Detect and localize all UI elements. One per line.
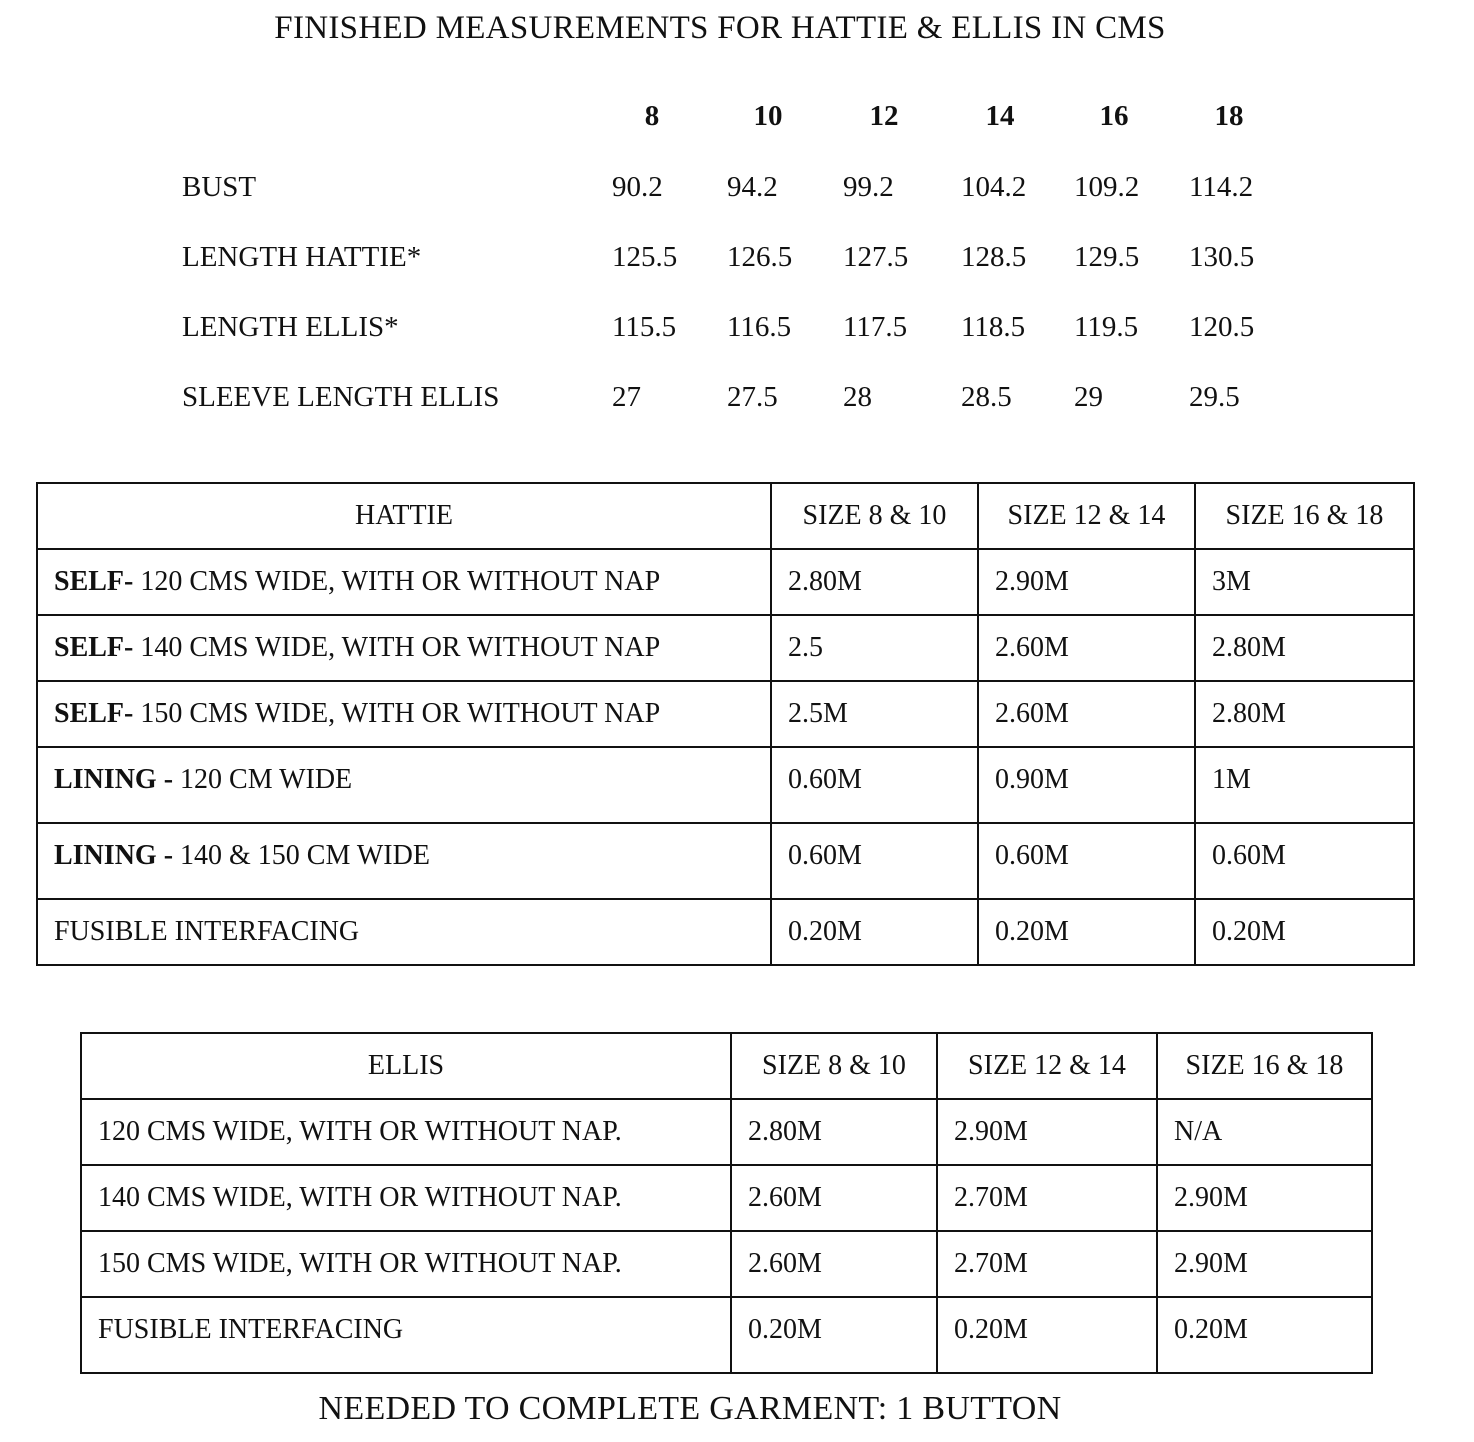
- table-header-cell: HATTIE: [37, 483, 771, 549]
- measurement-value: 28.5: [961, 381, 1012, 413]
- measurement-value: 116.5: [727, 311, 792, 343]
- measurement-value: 115.5: [612, 311, 677, 343]
- table-cell: 1M: [1195, 747, 1414, 823]
- table-cell: 2.60M: [731, 1231, 937, 1297]
- table-header-cell: SIZE 8 & 10: [731, 1033, 937, 1099]
- size-header-12: 12: [869, 100, 899, 132]
- table-row: [37, 823, 1414, 899]
- table-cell: 0.60M: [978, 823, 1195, 899]
- label-bold: LINING -: [54, 840, 174, 871]
- table-cell: 0.60M: [1195, 823, 1414, 899]
- table-cell: 2.70M: [937, 1165, 1157, 1231]
- measurement-label: LENGTH ELLIS*: [182, 311, 399, 343]
- measurement-label: SLEEVE LENGTH ELLIS: [182, 381, 500, 413]
- hattie-fabric-table: [36, 482, 1415, 966]
- table-cell: 2.80M: [1195, 681, 1414, 747]
- table-cell: 2.60M: [731, 1165, 937, 1231]
- measurement-value: 125.5: [612, 241, 678, 273]
- label-text: 150 CMS WIDE, WITH OR WITHOUT NAP: [133, 698, 661, 729]
- measurement-value: 118.5: [961, 311, 1026, 343]
- table-cell: 2.90M: [978, 549, 1195, 615]
- label-text: 140 CMS WIDE, WITH OR WITHOUT NAP: [133, 632, 661, 663]
- table-cell: 2.60M: [978, 681, 1195, 747]
- table-cell: 2.80M: [1195, 615, 1414, 681]
- label-text: 140 & 150 CM WIDE: [173, 840, 430, 871]
- table-row-label: [37, 823, 771, 899]
- table-cell: 2.80M: [771, 549, 978, 615]
- table-cell: 0.20M: [771, 899, 978, 965]
- table-row-label: [37, 747, 771, 823]
- table-row-label: [37, 681, 771, 747]
- table-cell: 2.90M: [1157, 1231, 1372, 1297]
- table-header-cell: SIZE 12 & 14: [978, 483, 1195, 549]
- page-title: FINISHED MEASUREMENTS FOR HATTIE & ELLIS IN CMS: [274, 10, 1166, 46]
- table-row: [81, 1165, 1372, 1231]
- table-row-label: 150 CMS WIDE, WITH OR WITHOUT NAP.: [81, 1231, 731, 1297]
- measurements-grid: [0, 0, 1474, 440]
- label-bold: SELF-: [54, 632, 134, 663]
- table-cell: 2.90M: [1157, 1165, 1372, 1231]
- table-cell: 0.20M: [978, 899, 1195, 965]
- measurement-label: BUST: [182, 171, 257, 203]
- table-header-cell: SIZE 8 & 10: [771, 483, 978, 549]
- table-header-row: [37, 483, 1414, 549]
- table-header-cell: SIZE 16 & 18: [1157, 1033, 1372, 1099]
- table-cell: 0.60M: [771, 747, 978, 823]
- table-cell: 2.80M: [731, 1099, 937, 1165]
- measurement-value: 28: [843, 381, 872, 413]
- table-row-label: [37, 549, 771, 615]
- table-row: [37, 681, 1414, 747]
- table-cell: 2.5M: [771, 681, 978, 747]
- table-cell: 2.60M: [978, 615, 1195, 681]
- measurement-value: 129.5: [1074, 241, 1140, 273]
- measurement-value: 27.5: [727, 381, 778, 413]
- table-cell: 0.90M: [978, 747, 1195, 823]
- table-cell: 2.5: [771, 615, 978, 681]
- size-header-16: 16: [1099, 100, 1129, 132]
- table-header-row: [81, 1033, 1372, 1099]
- table-row: [81, 1297, 1372, 1373]
- label-text: 120 CM WIDE: [173, 764, 353, 795]
- label-text: 120 CMS WIDE, WITH OR WITHOUT NAP: [133, 566, 661, 597]
- table-row: [37, 549, 1414, 615]
- size-header-18: 18: [1214, 100, 1244, 132]
- measurement-value: 109.2: [1074, 171, 1140, 203]
- measurement-value: 128.5: [961, 241, 1027, 273]
- measurement-value: 27: [612, 381, 641, 413]
- table-cell: 0.20M: [731, 1297, 937, 1373]
- table-row: [37, 899, 1414, 965]
- table-row-label: [37, 615, 771, 681]
- measurement-value: 94.2: [727, 171, 778, 203]
- table-cell: 3M: [1195, 549, 1414, 615]
- label-bold: SELF-: [54, 566, 134, 597]
- table-row: [37, 615, 1414, 681]
- table-cell: 2.90M: [937, 1099, 1157, 1165]
- table-cell: 0.20M: [1195, 899, 1414, 965]
- size-header-10: 10: [753, 100, 783, 132]
- table-row: [81, 1231, 1372, 1297]
- label-bold: LINING -: [54, 764, 174, 795]
- ellis-fabric-table: [80, 1032, 1373, 1374]
- measurement-value: 120.5: [1189, 311, 1255, 343]
- size-header-14: 14: [985, 100, 1015, 132]
- table-header-cell: SIZE 12 & 14: [937, 1033, 1157, 1099]
- table-row-label: FUSIBLE INTERFACING: [81, 1297, 731, 1373]
- measurement-value: 127.5: [843, 241, 909, 273]
- table-cell: 0.20M: [937, 1297, 1157, 1373]
- table-cell: N/A: [1157, 1099, 1372, 1165]
- measurement-value: 104.2: [961, 171, 1027, 203]
- table-row-label: 120 CMS WIDE, WITH OR WITHOUT NAP.: [81, 1099, 731, 1165]
- table-header-cell: SIZE 16 & 18: [1195, 483, 1414, 549]
- table-cell: 2.70M: [937, 1231, 1157, 1297]
- size-header-8: 8: [644, 100, 660, 132]
- footer-note: NEEDED TO COMPLETE GARMENT: 1 BUTTON: [318, 1390, 1062, 1427]
- table-row-label: 140 CMS WIDE, WITH OR WITHOUT NAP.: [81, 1165, 731, 1231]
- measurement-value: 130.5: [1189, 241, 1255, 273]
- label-text: FUSIBLE INTERFACING: [54, 916, 360, 947]
- table-cell: 0.60M: [771, 823, 978, 899]
- table-cell: 0.20M: [1157, 1297, 1372, 1373]
- table-row-label: [37, 899, 771, 965]
- measurement-value: 29.5: [1189, 381, 1240, 413]
- measurement-value: 126.5: [727, 241, 793, 273]
- measurement-value: 29: [1074, 381, 1103, 413]
- measurement-value: 117.5: [843, 311, 908, 343]
- table-row: [81, 1099, 1372, 1165]
- table-row: [37, 747, 1414, 823]
- measurement-value: 99.2: [843, 171, 894, 203]
- measurement-value: 119.5: [1074, 311, 1139, 343]
- measurement-value: 114.2: [1189, 171, 1254, 203]
- label-bold: SELF-: [54, 698, 134, 729]
- measurement-label: LENGTH HATTIE*: [182, 241, 422, 273]
- measurement-value: 90.2: [612, 171, 663, 203]
- table-header-cell: ELLIS: [81, 1033, 731, 1099]
